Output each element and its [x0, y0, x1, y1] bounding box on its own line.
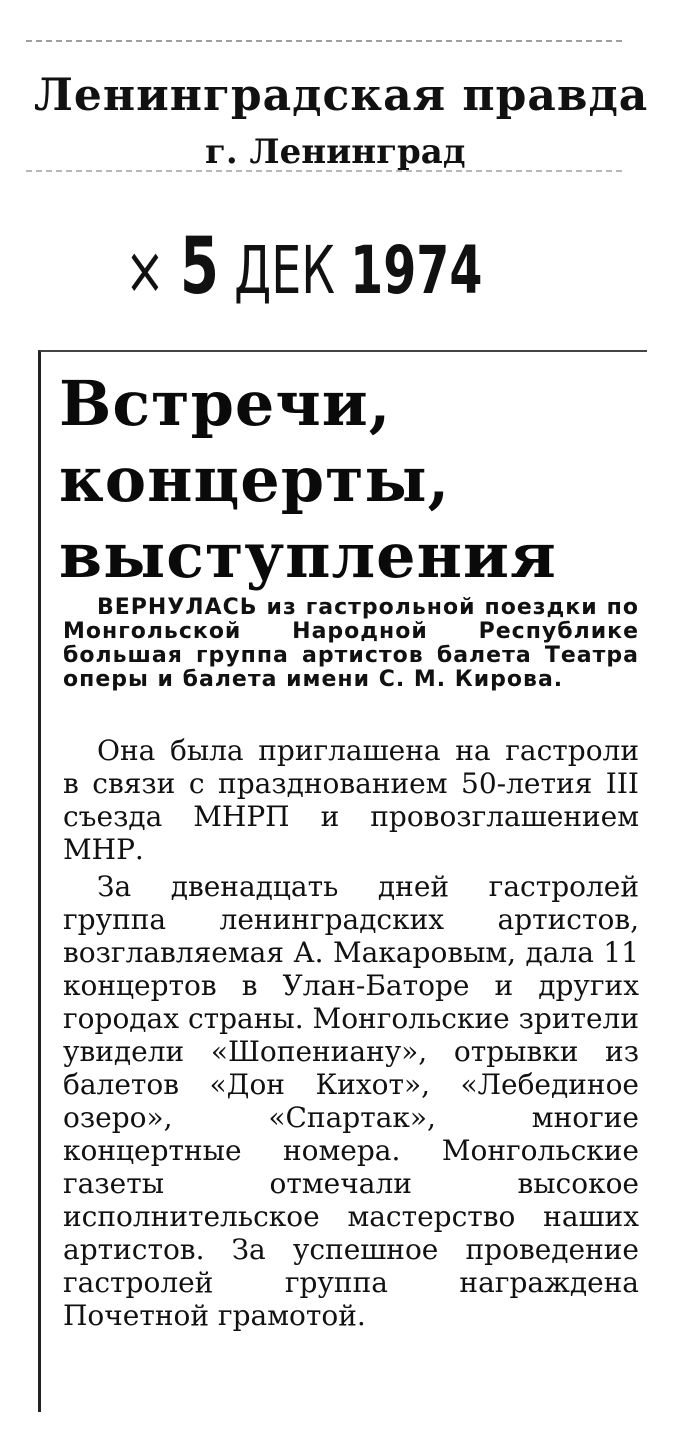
article-clipping: [38, 350, 647, 1412]
article-body: [63, 734, 639, 1332]
date-day: 5: [179, 222, 220, 312]
newspaper-stamp: [20, 40, 649, 190]
date-year: 1974: [350, 232, 483, 309]
article-paragraph: За двенадцать дней гастролей группа ленинградских артистов, возглавляемая А. Макаровым, дала 11 концертов в Улан-Баторе и других городах страны. Монгольские зрители увидели «Шопениану», отрывки из балетов «Дон Кихот», «Лебединое озеро», «Спартак», многие концертные номера. Монгольские газеты отмечали высокое исполнительское мастерство наших артистов. За успешное проведение гастролей группа награждена Почетной грамотой.: [63, 870, 639, 1332]
article-headline: [59, 366, 619, 594]
date-stamp: [125, 222, 482, 312]
article-paragraph: Она была приглашена на гастроли в связи с празднованием 50-летия III съезда МНРП и провозглашением МНР.: [63, 734, 639, 866]
date-month: ДЕК: [234, 232, 336, 309]
newspaper-name: Ленинградская правда: [34, 70, 649, 121]
headline-line: концерты,: [59, 443, 451, 516]
headline-line: выступления: [59, 519, 557, 592]
headline-line: Встречи,: [59, 367, 392, 440]
article-lead: ВЕРНУЛАСЬ из гастрольной поездки по Монгольской Народной Республике большая группа артистов балета Театра оперы и балета имени С. М. Кирова.: [63, 595, 639, 692]
date-prefix: ×: [125, 232, 165, 309]
newspaper-city: г. Ленинград: [205, 132, 466, 172]
